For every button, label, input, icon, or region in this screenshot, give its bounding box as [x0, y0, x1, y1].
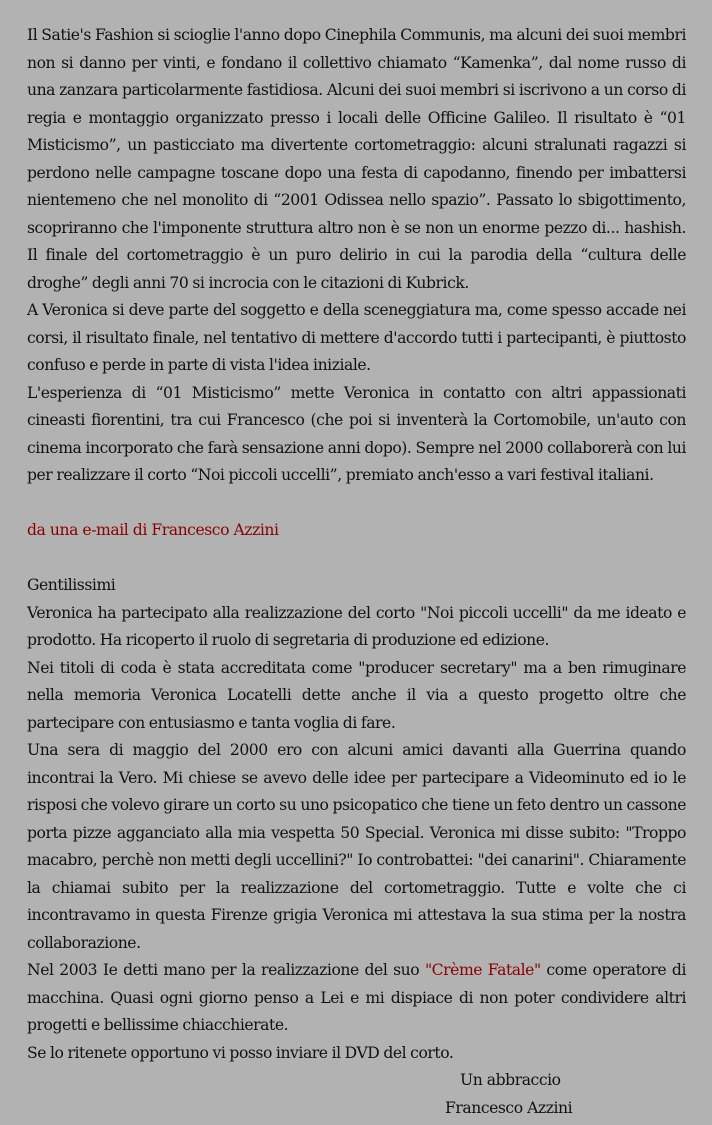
email-paragraph-4-start: Nel 2003 Ie detti mano per la realizzazione del suo — [27, 961, 425, 979]
email-heading: da una e-mail di Francesco Azzini — [27, 521, 279, 539]
email-section — [27, 572, 686, 1122]
article-section — [27, 22, 686, 490]
article-paragraph-3: L'esperienza di “01 Misticismo” mette Veronica in contatto con altri appassionati cineasti fiorentini, tra cui Francesco (che poi si inventerà la Cortomobile, un'auto con cinema incorporato che farà sensazione anni dopo). Sempre nel 2000 collaborerà con lui per realizzare il corto “Noi piccoli uccelli”, premiato anch'esso a vari festival italiani. — [27, 383, 686, 484]
email-paragraph-2: Nei titoli di coda è stata accreditata come "producer secretary" ma a ben rimuginare nella memoria Veronica Locatelli dette anche il via a questo progetto oltre che partecipare con entusiasmo e tanta voglia di fare. — [27, 658, 686, 732]
email-paragraph-1: Veronica ha partecipato alla realizzazione del corto "Noi piccoli uccelli" da me ideato e prodotto. Ha ricoperto il ruolo di segretaria di produzione ed edizione. — [27, 603, 686, 649]
email-signature: Francesco Azzini — [445, 1098, 573, 1117]
email-paragraph-3: Una sera di maggio del 2000 ero con alcuni amici davanti alla Guerrina quando incontrai la Vero. Mi chiese se avevo delle idee per partecipare a Videominuto ed io le risposi che volevo girare un corto su uno psicopatico che tiene un feto dentro un cassone porta pizze agganciato alla mia vespetta 50 Special. Veronica mi disse subito: "Troppo macabro, perchè non metti degli uccellini?" Io controbattei: "dei canarini". Chiaramente la chiamai subito per la realizzazione del cortometraggio. Tutte e volte che ci incontravamo in questa Firenze grigia Veronica mi attestava la sua stima per la nostra collaborazione. — [27, 741, 686, 952]
email-paragraph-4 — [27, 957, 686, 1040]
email-paragraph-5: Se lo ritenete opportuno vi posso inviare il DVD del corto. — [27, 1043, 454, 1062]
article-paragraph-1: Il Satie's Fashion si scioglie l'anno dopo Cinephila Communis, ma alcuni dei suoi membri non si danno per vinti, e fondano il collettivo chiamato “Kamenka”, dal nome russo di una zanzara particolarmente fastidiosa. Alcuni dei suoi membri si iscrivono a un corso di regia e montaggio organizzato presso i locali delle Officine Galileo. Il risultato è “01 Misticismo”, un pasticciato ma divertente cortometraggio: alcuni stralunati ragazzi si perdono nelle campagne toscane dopo una festa di capodanno, finendo per imbattersi nientemeno che nel monolito di “2001 Odissea nello spazio”. Passato lo sbigottimento, scopriranno che l'imponente struttura altro non è se non un enorme pezzo di... hashish. Il finale del cortometraggio è un puro delirio in cui la parodia della “cultura delle droghe” degli anni 70 si incrocia con le citazioni di Kubrick. — [27, 26, 686, 292]
email-greeting: Gentilissimi — [27, 576, 116, 594]
email-paragraph-4-end: come operatore di macchina. Quasi ogni giorno penso a Lei e mi dispiace di non poter condividere altri progetti e bellissime chiacchierate. — [27, 961, 686, 1034]
film-title-highlight: "Crème Fatale" — [424, 961, 541, 979]
article-paragraph-2: A Veronica si deve parte del soggetto e della sceneggiatura ma, come spesso accade nei corsi, il risultato finale, nel tentativo di mettere d'accordo tutti i partecipanti, è piuttosto confuso e perde in parte di vista l'idea iniziale. — [27, 301, 686, 374]
spacer — [27, 490, 686, 518]
spacer — [27, 545, 686, 573]
email-closing: Un abbraccio — [460, 1071, 561, 1089]
